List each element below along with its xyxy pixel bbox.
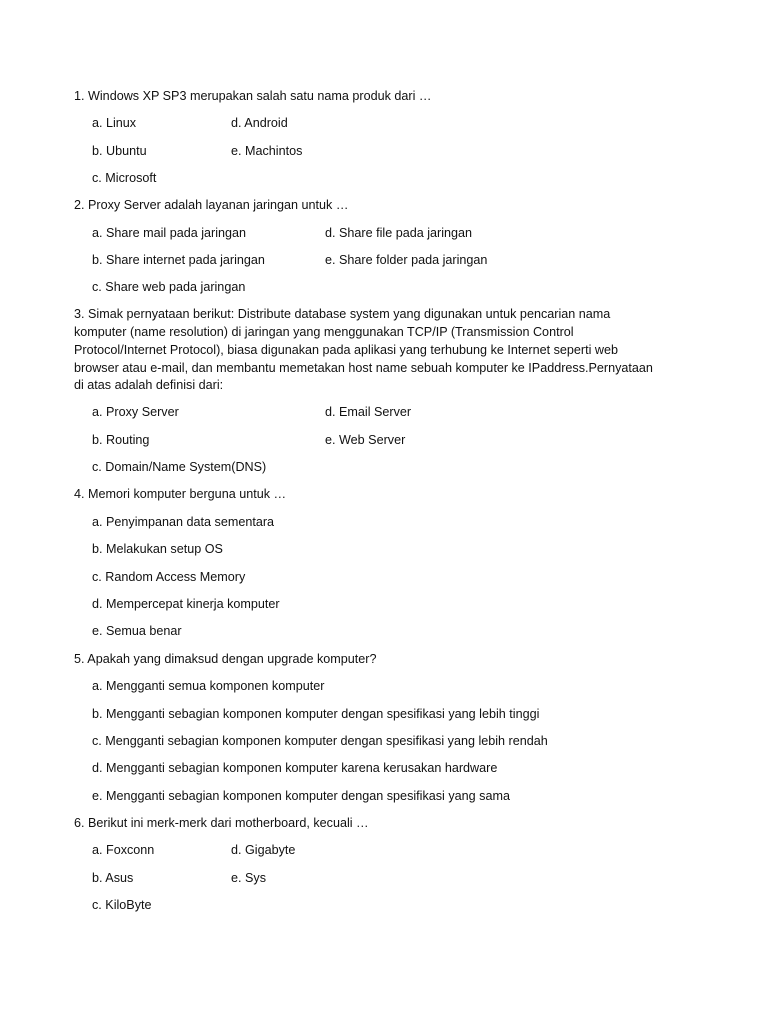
question-3-text-line-4: browser atau e-mail, dan membantu memetakan host name sebuah komputer ke IPaddress.Pernyataan (74, 361, 653, 375)
question-4-option-e: e. Semua benar (92, 624, 182, 638)
question-3-text-line-1: 3. Simak pernyataan berikut: Distribute database system yang digunakan untuk pencarian nama (74, 307, 611, 321)
question-4-option-b: b. Melakukan setup OS (92, 542, 223, 556)
question-1-text: 1. Windows XP SP3 merupakan salah satu nama produk dari … (74, 89, 432, 103)
question-5-option-c: c. Mengganti sebagian komponen komputer dengan spesifikasi yang lebih rendah (92, 734, 548, 748)
question-2-option-b: b. Share internet pada jaringan (92, 253, 265, 267)
question-1-option-a: a. Linux (92, 116, 137, 130)
question-4-option-a: a. Penyimpanan data sementara (92, 515, 275, 529)
question-3-option-a: a. Proxy Server (92, 405, 179, 419)
question-5-option-d: d. Mengganti sebagian komponen komputer karena kerusakan hardware (92, 761, 498, 775)
question-6-text: 6. Berikut ini merk-merk dari motherboard, kecuali … (74, 816, 369, 830)
question-6-option-e: e. Sys (231, 871, 266, 885)
question-1-option-b: b. Ubuntu (92, 144, 147, 158)
question-3-text-line-3: Protocol/Internet Protocol), biasa digunakan pada aplikasi yang terhubung ke Internet seperti web (74, 343, 618, 357)
question-3-option-e: e. Web Server (325, 433, 406, 447)
question-6-option-a: a. Foxconn (92, 843, 155, 857)
question-2-option-c: c. Share web pada jaringan (92, 280, 246, 294)
question-4-text: 4. Memori komputer berguna untuk … (74, 487, 287, 501)
question-2-text: 2. Proxy Server adalah layanan jaringan untuk … (74, 198, 349, 212)
question-1-option-d: d. Android (231, 116, 288, 130)
question-2-option-a: a. Share mail pada jaringan (92, 226, 247, 240)
question-2-option-d: d. Share file pada jaringan (325, 226, 473, 240)
question-3-text-line-2: komputer (name resolution) di jaringan yang menggunakan TCP/IP (Transmission Control (74, 325, 574, 339)
question-3-option-b: b. Routing (92, 433, 150, 447)
question-6-option-c: c. KiloByte (92, 898, 152, 912)
question-3-option-d: d. Email Server (325, 405, 412, 419)
question-6-option-d: d. Gigabyte (231, 843, 296, 857)
question-2-option-e: e. Share folder pada jaringan (325, 253, 488, 267)
question-3-option-c: c. Domain/Name System(DNS) (92, 460, 267, 474)
question-5-option-a: a. Mengganti semua komponen komputer (92, 679, 325, 693)
question-1-option-e: e. Machintos (231, 144, 303, 158)
question-4-option-d: d. Mempercepat kinerja komputer (92, 597, 280, 611)
question-4-option-c: c. Random Access Memory (92, 570, 246, 584)
question-5-text: 5. Apakah yang dimaksud dengan upgrade komputer? (74, 652, 377, 666)
question-5-option-b: b. Mengganti sebagian komponen komputer dengan spesifikasi yang lebih tinggi (92, 707, 540, 721)
question-3-text-line-5: di atas adalah definisi dari: (74, 378, 224, 392)
question-1-option-c: c. Microsoft (92, 171, 157, 185)
question-6-option-b: b. Asus (92, 871, 134, 885)
question-5-option-e: e. Mengganti sebagian komponen komputer dengan spesifikasi yang sama (92, 789, 510, 803)
